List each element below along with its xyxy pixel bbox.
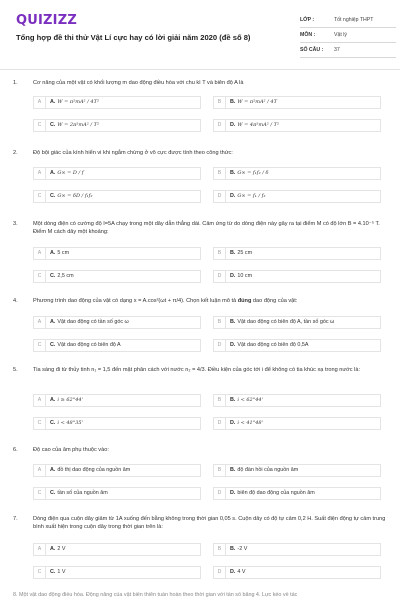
- option-letter: B: [214, 97, 226, 108]
- question-text: Dòng điện qua cuộn dây giảm từ 1A xuống đến bằng không trong thời gian 0,05 s. Cuộn dây có độ tự cảm 0,2 H. Suất điện động tự cảm trung bình xuất hiện trong cuộn dây trong thời gian trên là:: [33, 516, 386, 530]
- option-letter: D: [214, 488, 226, 499]
- quizizz-logo: QUIZIZZ: [16, 13, 77, 28]
- option-letter: D: [214, 567, 226, 578]
- option-content: [230, 97, 277, 108]
- question-text-emphasis: đúng: [237, 298, 252, 304]
- option-label: B.: [230, 250, 236, 256]
- option-letter: A: [34, 465, 46, 476]
- option-d[interactable]: [213, 190, 381, 203]
- option-letter: A: [34, 317, 46, 328]
- option-label: A.: [50, 397, 56, 403]
- option-text: i < 48°35': [57, 420, 83, 426]
- option-content: [50, 488, 108, 499]
- option-letter: D: [214, 191, 226, 202]
- option-a[interactable]: [33, 394, 201, 407]
- option-letter: C: [34, 567, 46, 578]
- document-title: Tổng hợp đề thi thử Vật Lí cực hay có lời giải năm 2020 (đề số 8): [16, 33, 251, 42]
- option-a[interactable]: [33, 316, 201, 329]
- option-content: [50, 465, 130, 476]
- option-letter: A: [34, 395, 46, 406]
- option-letter: B: [214, 465, 226, 476]
- cutoff-question-text: 8. Một vật dao động điều hòa. Động năng của vật biến thiên tuần hoàn theo thời gian với tần số bằng 4. Lực kéo về tác: [13, 592, 298, 598]
- option-text: i < 62°44': [237, 397, 263, 403]
- question-number: 3.: [13, 221, 18, 227]
- option-content: [230, 488, 315, 499]
- option-content: [230, 168, 269, 179]
- option-content: [230, 544, 247, 555]
- header-divider: [0, 69, 400, 70]
- option-content: [50, 567, 66, 578]
- option-label: A.: [50, 250, 56, 256]
- option-label: A.: [50, 170, 56, 176]
- option-text: G∞ = D / f: [57, 170, 84, 176]
- meta-row-grade: [300, 13, 396, 28]
- document-header: [0, 0, 400, 68]
- option-content: [230, 191, 266, 202]
- option-content: [230, 418, 263, 429]
- option-text: G∞ = f₁ / f₂: [237, 193, 266, 199]
- option-text: biên độ dao động của nguồn âm: [237, 490, 315, 496]
- option-label: A.: [50, 467, 56, 473]
- option-a[interactable]: [33, 167, 201, 180]
- option-c[interactable]: [33, 119, 201, 132]
- option-label: B.: [230, 546, 236, 552]
- option-content: [230, 317, 334, 328]
- option-content: [50, 340, 121, 351]
- option-content: [50, 395, 83, 406]
- option-content: [230, 271, 252, 282]
- option-label: D.: [230, 342, 236, 348]
- question-text: [33, 298, 388, 306]
- option-letter: B: [214, 395, 226, 406]
- option-c[interactable]: [33, 566, 201, 579]
- option-text: Vật dao động có tần số góc ω: [57, 319, 129, 325]
- option-text: Vật dao động có biên độ A: [57, 342, 121, 348]
- question-number: 2.: [13, 150, 18, 156]
- question-text: Một dòng điện có cường độ I=5A chạy trong một dây dẫn thẳng dài. Cảm ứng từ do dòng điện này gây ra tại điểm M có độ lớn B = 4.10⁻⁵ T. Điểm M cách dây một khoảng:: [33, 221, 380, 235]
- option-letter: D: [214, 271, 226, 282]
- option-text: i ≥ 62°44': [57, 397, 83, 403]
- option-c[interactable]: [33, 190, 201, 203]
- option-label: B.: [230, 319, 236, 325]
- question-text: Cơ năng của một vật có khối lượng m dao động điều hòa với chu kì T và biên độ A là: [33, 80, 244, 86]
- option-content: [50, 544, 66, 555]
- option-letter: B: [214, 248, 226, 259]
- option-letter: A: [34, 168, 46, 179]
- option-label: D.: [230, 420, 236, 426]
- option-text: 4 V: [237, 569, 246, 575]
- option-d[interactable]: [213, 566, 381, 579]
- option-content: [50, 271, 74, 282]
- option-text: độ đàn hồi của nguồn âm: [237, 467, 299, 473]
- option-a[interactable]: [33, 96, 201, 109]
- option-letter: A: [34, 97, 46, 108]
- option-text: G∞ = δD / f₁f₂: [57, 193, 93, 199]
- option-d[interactable]: [213, 119, 381, 132]
- option-content: [230, 120, 279, 131]
- option-text: W = 2π²mA² / T²: [57, 122, 99, 128]
- option-label: C.: [50, 122, 56, 128]
- option-text: i < 41°48': [237, 420, 263, 426]
- option-content: [230, 465, 298, 476]
- option-letter: D: [214, 418, 226, 429]
- meta-key: SỐ CÂU :: [300, 47, 324, 53]
- option-text: W = 4π²mA² / T²: [237, 122, 279, 128]
- option-text: tần số của nguồn âm: [57, 490, 108, 496]
- question-number: 1.: [13, 80, 18, 86]
- option-content: [50, 191, 93, 202]
- option-label: D.: [230, 490, 236, 496]
- option-label: B.: [230, 467, 236, 473]
- option-letter: B: [214, 168, 226, 179]
- option-text: W = π²mA² / 4T²: [57, 99, 99, 105]
- option-label: D.: [230, 273, 236, 279]
- option-label: C.: [50, 193, 56, 199]
- option-label: C.: [50, 420, 56, 426]
- option-label: D.: [230, 193, 236, 199]
- option-b[interactable]: [213, 543, 381, 556]
- option-label: B.: [230, 397, 236, 403]
- option-text: 5 cm: [57, 250, 70, 256]
- question-text-post: dao động của vật:: [251, 298, 298, 304]
- option-letter: C: [34, 488, 46, 499]
- option-text: Vật dao động có biên độ 0,5A: [237, 342, 309, 348]
- option-letter: C: [34, 418, 46, 429]
- option-letter: D: [214, 120, 226, 131]
- meta-value: Vật lý: [334, 32, 347, 38]
- option-label: A.: [50, 99, 56, 105]
- question-text: Độ bội giác của kính hiển vi khi ngắm chừng ở vô cực được tính theo công thức:: [33, 150, 233, 156]
- question-number: 6.: [13, 447, 18, 453]
- option-b[interactable]: [213, 96, 381, 109]
- option-text: 1 V: [57, 569, 66, 575]
- meta-value: Tốt nghiệp THPT: [334, 17, 374, 23]
- option-d[interactable]: [213, 270, 381, 283]
- meta-table: [300, 13, 396, 58]
- option-text: 2,5 cm: [57, 273, 74, 279]
- option-letter: A: [34, 544, 46, 555]
- option-label: B.: [230, 99, 236, 105]
- option-text: G∞ = f₁f₂ / δ: [237, 170, 269, 176]
- option-c[interactable]: [33, 339, 201, 352]
- option-text: -2 V: [237, 546, 248, 552]
- option-b[interactable]: [213, 464, 381, 477]
- option-letter: D: [214, 340, 226, 351]
- option-letter: A: [34, 248, 46, 259]
- option-content: [50, 248, 69, 259]
- option-letter: C: [34, 340, 46, 351]
- option-d[interactable]: [213, 339, 381, 352]
- meta-row-count: [300, 43, 396, 58]
- option-b[interactable]: [213, 167, 381, 180]
- option-b[interactable]: [213, 316, 381, 329]
- option-letter: C: [34, 191, 46, 202]
- option-content: [50, 120, 99, 131]
- option-text: 2 V: [57, 546, 66, 552]
- option-a[interactable]: [33, 543, 201, 556]
- option-b[interactable]: [213, 394, 381, 407]
- option-label: B.: [230, 170, 236, 176]
- option-label: C.: [50, 569, 56, 575]
- option-label: C.: [50, 342, 56, 348]
- option-label: D.: [230, 569, 236, 575]
- meta-value: 37: [334, 47, 340, 53]
- question-text-pre: Phương trình dao động của vật có dạng x = A.cos²(ωt + π/4). Chọn kết luận mô tả: [33, 298, 238, 304]
- option-label: A.: [50, 546, 56, 552]
- option-label: A.: [50, 319, 56, 325]
- question-number: 7.: [13, 516, 18, 522]
- option-label: C.: [50, 273, 56, 279]
- question-number: 5.: [13, 367, 18, 373]
- option-text: 10 cm: [237, 273, 253, 279]
- option-content: [230, 248, 252, 259]
- option-content: [50, 418, 83, 429]
- question-text: Tia sáng đi từ thủy tinh n₁ = 1,5 đến mặt phân cách với nước n₂ = 4/3. Điều kiện của góc tới i để không có tia khúc xạ trong nước là:: [33, 367, 361, 373]
- option-label: D.: [230, 122, 236, 128]
- option-content: [50, 97, 99, 108]
- option-c[interactable]: [33, 417, 201, 430]
- option-c[interactable]: [33, 270, 201, 283]
- option-content: [230, 395, 263, 406]
- meta-row-subject: [300, 28, 396, 43]
- option-content: [50, 168, 84, 179]
- option-text: 25 cm: [237, 250, 253, 256]
- option-letter: B: [214, 317, 226, 328]
- option-a[interactable]: [33, 247, 201, 260]
- option-c[interactable]: [33, 487, 201, 500]
- option-label: C.: [50, 490, 56, 496]
- option-text: Vật dao động có biên độ A, tần số góc ω: [237, 319, 335, 325]
- option-d[interactable]: [213, 417, 381, 430]
- option-a[interactable]: [33, 464, 201, 477]
- option-text: đồ thị dao động của nguồn âm: [57, 467, 131, 473]
- option-content: [230, 340, 308, 351]
- meta-key: MÔN :: [300, 32, 316, 38]
- option-letter: B: [214, 544, 226, 555]
- option-d[interactable]: [213, 487, 381, 500]
- option-letter: C: [34, 120, 46, 131]
- option-text: W = π²mA² / 4T: [237, 99, 277, 105]
- question-text: Độ cao của âm phụ thuộc vào:: [33, 447, 109, 453]
- option-content: [230, 567, 246, 578]
- meta-key: LỚP :: [300, 17, 315, 23]
- option-b[interactable]: [213, 247, 381, 260]
- option-content: [50, 317, 129, 328]
- option-letter: C: [34, 271, 46, 282]
- question-number: 4.: [13, 298, 18, 304]
